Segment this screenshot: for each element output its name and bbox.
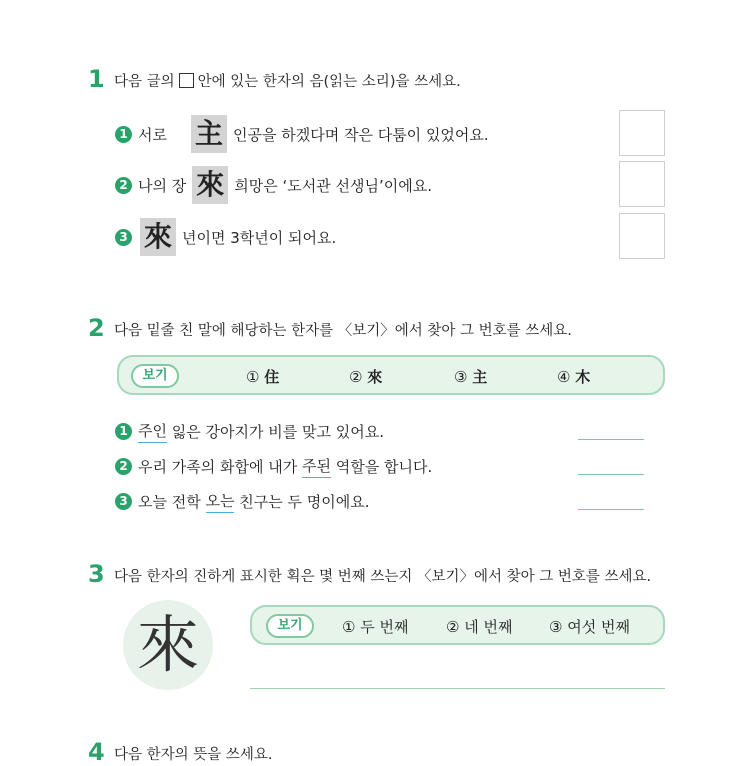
q2-item-1 [115,420,384,443]
option-hanja: 住 [264,368,280,386]
item-number-badge: 1 [115,423,132,440]
bogi-box-2 [250,605,665,645]
question-4-number: 4 [88,738,105,766]
option-mark: ① [246,368,260,386]
bogi-label: 보기 [266,614,314,638]
answer-line-1[interactable] [578,439,644,440]
option-hanja: 主 [472,368,488,386]
option-mark: ② [349,368,363,386]
bogi-option-2 [349,366,382,387]
answer-box-3[interactable] [619,213,665,259]
question-4-instruction: 다음 한자의 뜻을 쓰세요. [114,747,273,763]
item-number-badge: 1 [115,126,132,143]
q2-item-2 [115,455,432,478]
q1-item-2 [115,166,432,204]
option-mark: ④ [557,368,571,386]
bogi-label: 보기 [131,364,179,388]
item-number-badge: 3 [115,229,132,246]
bogi-option-1: ① 두 번째 [342,618,409,636]
question-2-number: 2 [88,314,105,342]
question-1-number: 1 [88,65,105,93]
option-mark: ③ [454,368,468,386]
item-text-before: 서로 [138,125,167,144]
hanja-highlight: 來 [192,166,228,204]
q1-item-1 [115,115,489,153]
question-3-number: 3 [88,560,105,588]
hanja-highlight: 來 [140,218,176,256]
item-text-before: 우리 가족의 화합에 내가 [138,458,302,476]
bogi-option-4 [557,366,590,387]
question-2-instruction: 다음 밑줄 친 말에 해당하는 한자를 〈보기〉에서 찾아 그 번호를 쓰세요. [114,323,572,339]
instruction-part-1: 다음 글의 [114,74,175,90]
q2-item-3 [115,490,369,513]
bogi-box [117,355,665,395]
item-text-after: 년이면 3학년이 되어요. [182,228,337,247]
answer-box-2[interactable] [619,161,665,207]
answer-box-1[interactable] [619,110,665,156]
underlined-word: 주인 [138,420,167,443]
item-text-after: 친구는 두 명이에요. [234,493,370,511]
item-text-after: 역할을 합니다. [330,458,433,476]
item-text-after: 희망은 ‘도서관 선생님’이에요. [234,176,432,195]
hanja-display-circle [123,600,213,690]
bogi-option-2: ② 네 번째 [446,618,513,636]
answer-line-q3[interactable] [250,688,665,689]
underlined-word: 주된 [302,455,331,478]
question-1-instruction [114,70,461,91]
item-number-badge: 2 [115,458,132,475]
hanja-highlight: 主 [191,115,227,153]
bogi-option-3 [454,366,487,387]
stroke-hanja: 來 [136,608,199,681]
item-text-after: 인공을 하겠다며 작은 다툼이 있었어요. [232,125,489,144]
question-3-instruction: 다음 한자의 진하게 표시한 획은 몇 번째 쓰는지 〈보기〉에서 찾아 그 번호를 쓰세요. [114,569,652,585]
option-hanja: 木 [575,368,591,386]
bogi-option-1 [246,366,279,387]
bogi-option-3: ③ 여섯 번째 [549,618,630,636]
answer-line-2[interactable] [578,474,644,475]
answer-line-3[interactable] [578,509,644,510]
instruction-part-2: 안에 있는 한자의 음(읽는 소리)을 쓰세요. [197,74,461,90]
item-number-badge: 2 [115,177,132,194]
blank-box-icon [179,73,194,88]
item-text-after: 잃은 강아지가 비를 맞고 있어요. [166,423,384,441]
underlined-word: 오는 [206,490,235,513]
item-number-badge: 3 [115,493,132,510]
item-text-before: 오늘 전학 [138,493,206,511]
item-text-before: 나의 장 [138,176,187,195]
option-hanja: 來 [367,368,383,386]
q1-item-3 [115,218,336,256]
